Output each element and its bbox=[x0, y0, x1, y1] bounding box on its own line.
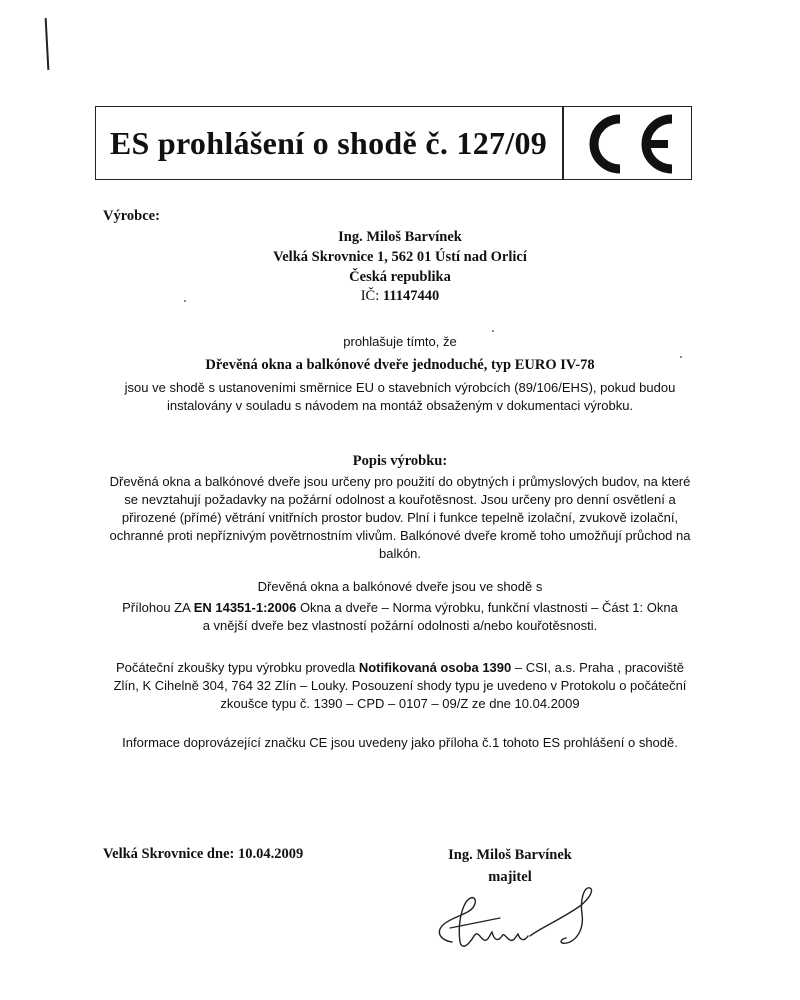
ic-label: IČ: bbox=[360, 288, 380, 304]
description-line-4: ochranné proti nepříznivým povětrnostním vlivům. Balkónové dveře kromě toho umožňují průchod na bbox=[109, 528, 691, 543]
description-line-1: Dřevěná okna a balkónové dveře jsou určeny pro použití do obytných i průmyslových budov, na které bbox=[109, 474, 691, 489]
testing-line-3: zkoušce typu č. 1390 – CPD – 0107 – 09/Z ze dne 10.04.2009 bbox=[220, 696, 580, 711]
title-divider bbox=[562, 107, 564, 179]
standard-line-1 bbox=[0, 599, 800, 617]
compliance-line-1: jsou ve shodě s ustanoveními směrnice EU o stavebních výrobcích (89/106/EHS), pokud budou bbox=[124, 380, 676, 395]
standard-code: EN 14351-1:2006 bbox=[193, 600, 297, 615]
handwritten-signature bbox=[430, 880, 600, 960]
testing-line-2: Zlín, K Cihelně 304, 764 32 Zlín – Louky. Posouzení shody typu je uvedeno v Protokolu o počáteční bbox=[113, 678, 687, 693]
document-title: ES prohlášení o shodě č. 127/09 bbox=[109, 124, 548, 161]
manufacturer-label: Výrobce: bbox=[103, 208, 160, 224]
scan-speck bbox=[680, 356, 682, 358]
description-line-2: se nevztahují požadavky na požární odolnost a kouřotěsnost. Jsou určeny pro denní osvětlení a bbox=[124, 492, 676, 507]
ic-value: 11147440 bbox=[382, 288, 440, 304]
standard-prefix: Přílohou ZA bbox=[122, 600, 194, 615]
standard-intro: Dřevěná okna a balkónové dveře jsou ve shodě s bbox=[257, 579, 543, 594]
manufacturer-ic bbox=[0, 287, 800, 305]
place-date: Velká Skrovnice dne: 10.04.2009 bbox=[103, 846, 304, 862]
manufacturer-country: Česká republika bbox=[349, 269, 451, 285]
testing-line-1 bbox=[0, 659, 800, 677]
scan-speck bbox=[184, 300, 186, 302]
standard-suffix: Okna a dveře – Norma výrobku, funkční vlastnosti – Část 1: Okna bbox=[296, 600, 678, 615]
ce-mark-logo bbox=[574, 113, 678, 175]
testing-suffix: – CSI, a.s. Praha , pracoviště bbox=[511, 660, 684, 675]
standard-line-2: a vnější dveře bez vlastností požární odolnosti a/nebo kouřotěsnosti. bbox=[202, 618, 598, 633]
manufacturer-address: Velká Skrovnice 1, 562 01 Ústí nad Orlicí bbox=[273, 249, 527, 265]
testing-prefix: Počáteční zkoušky typu výrobku provedla bbox=[116, 660, 359, 675]
declaration-intro: prohlašuje tímto, že bbox=[343, 334, 457, 349]
signer-role: majitel bbox=[488, 869, 532, 885]
manufacturer-name: Ing. Miloš Barvínek bbox=[338, 229, 462, 245]
information-line: Informace doprovázející značku CE jsou uvedeny jako příloha č.1 tohoto ES prohlášení o shodě. bbox=[122, 735, 678, 750]
title-box bbox=[95, 106, 692, 180]
scan-mark bbox=[45, 18, 50, 70]
notified-body: Notifikovaná osoba 1390 bbox=[358, 660, 512, 675]
product-name: Dřevěná okna a balkónové dveře jednoduché, typ EURO IV-78 bbox=[205, 357, 595, 373]
description-line-5: balkón. bbox=[379, 546, 421, 561]
description-heading: Popis výrobku: bbox=[352, 453, 448, 469]
signer-name: Ing. Miloš Barvínek bbox=[448, 847, 572, 863]
compliance-line-2: instalovány v souladu s návodem na montáž obsaženým v dokumentaci výrobku. bbox=[166, 398, 634, 413]
scan-speck bbox=[492, 330, 494, 332]
description-line-3: přirozené (přímé) větrání vnitřních prostor budov. Plní i funkce tepelně izolační, zvukově izolační, bbox=[121, 510, 679, 525]
